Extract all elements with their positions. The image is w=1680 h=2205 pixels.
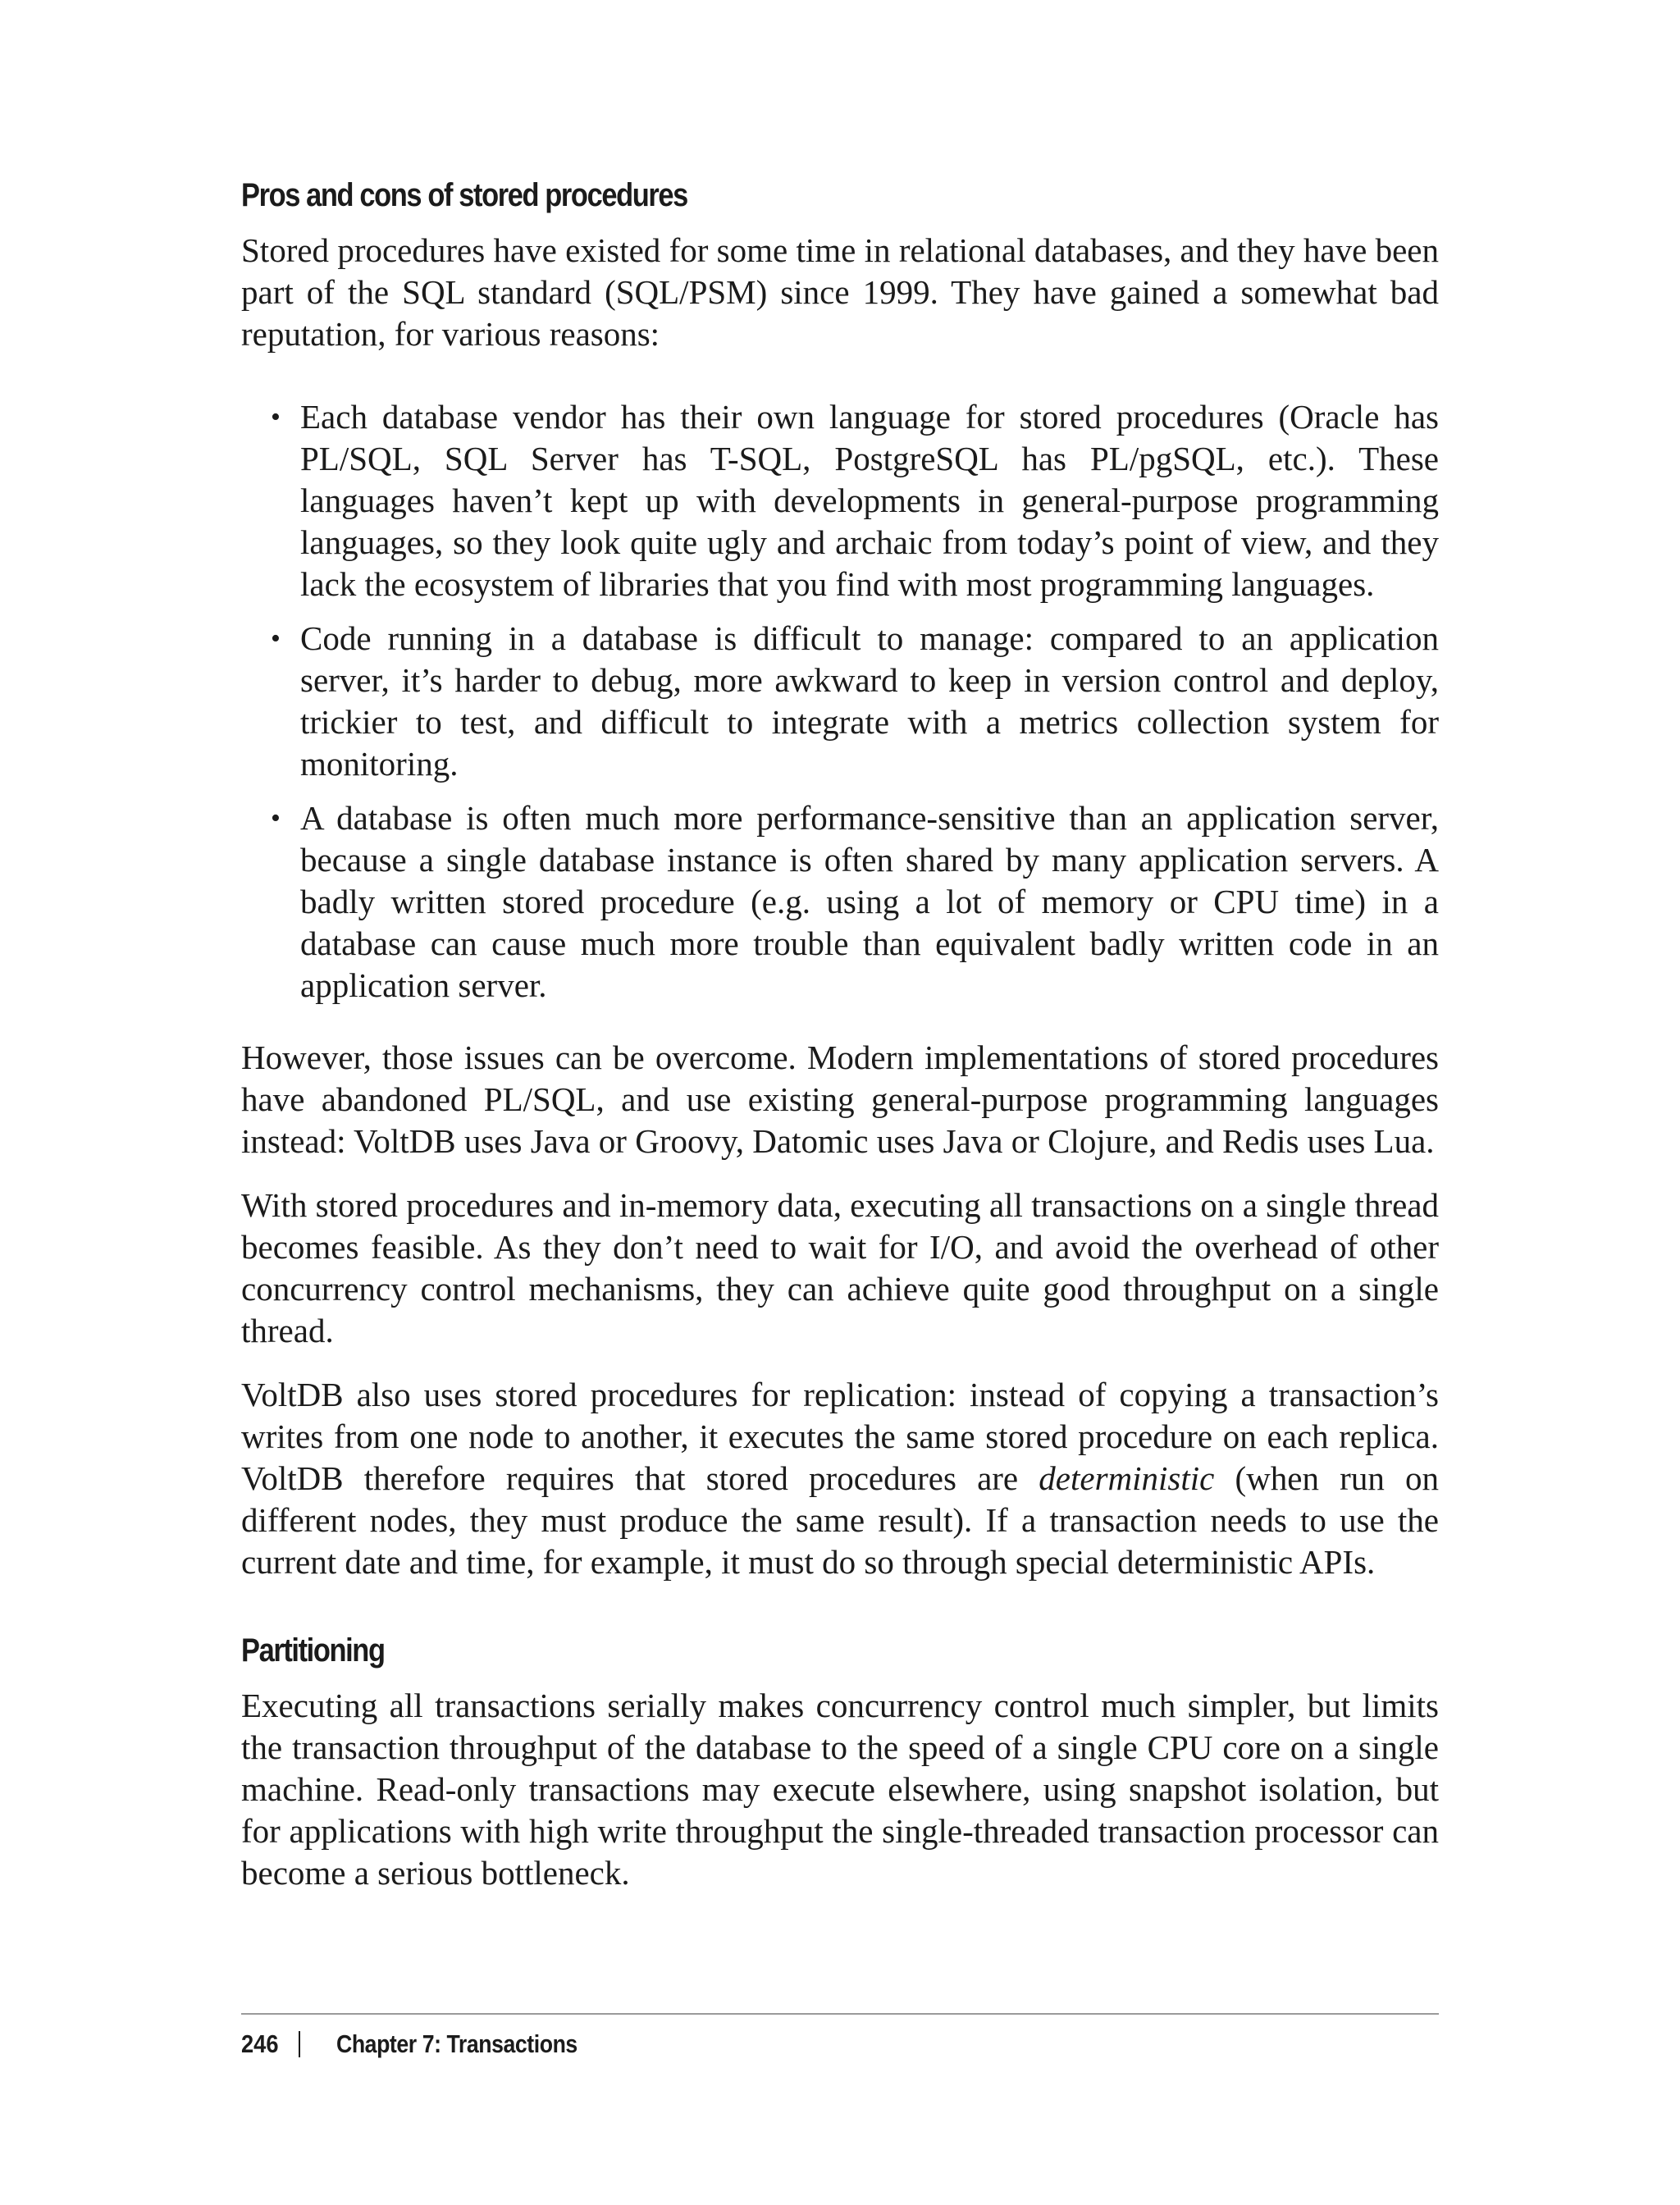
- bullet-icon: •: [271, 402, 281, 432]
- page-body: [241, 172, 1439, 1894]
- bullet-icon: •: [271, 623, 281, 654]
- bullet-list: [241, 396, 1439, 1007]
- section-spacer: [241, 1605, 1439, 1628]
- deterministic-emphasis: deterministic: [1039, 1459, 1215, 1497]
- list-item-text: A database is often much more performance-sensitive than an application server, because a single database instance is often shared by many application servers. A badly written stored procedure (e.g. using a lot of memory or CPU time) in a database can cause much more trouble than equivalent badly written code in an application server.: [300, 799, 1439, 1004]
- voltdb-text-before: VoltDB also uses stored procedures for replication: instead of copying a transaction’s writes from one node to another, it executes the same stored procedure on each replica. VoltDB therefore requires that stored procedures are: [241, 1376, 1439, 1497]
- list-item: [241, 618, 1439, 785]
- bullet-icon: •: [271, 803, 281, 833]
- section-heading-stored-procedures: Pros and cons of stored procedures: [241, 177, 687, 213]
- intro-paragraph: Stored procedures have existed for some time in relational databases, and they have been part of the SQL standard (SQL/PSM) since 1999. They have gained a somewhat bad reputation, for various reasons:: [241, 231, 1439, 353]
- footer-divider: [241, 2013, 1439, 2015]
- voltdb-replication-paragraph: [241, 1374, 1439, 1583]
- footer-separator: [299, 2031, 300, 2057]
- list-item-text: Code running in a database is difficult to manage: compared to an application server, it’s harder to debug, more awkward to keep in version control and deploy, trickier to test, and difficult to integrate with a metrics collection system for monitoring.: [300, 619, 1439, 783]
- chapter-title: Chapter 7: Transactions: [336, 2029, 578, 2058]
- section-heading-partitioning: Partitioning: [241, 1632, 385, 1669]
- list-item: [241, 396, 1439, 605]
- single-thread-paragraph: With stored procedures and in-memory data, executing all transactions on a single thread becomes feasible. As they don’t need to wait for I/O, and avoid the overhead of other concurrency control mechanisms, they can achieve quite good throughput on a single thread.: [241, 1186, 1439, 1349]
- partitioning-paragraph: Executing all transactions serially makes concurrency control much simpler, but limits the transaction throughput of the database to the speed of a single CPU core on a single machine. Read-only transactions may execute elsewhere, using snapshot isolation, but for applications with high write throughput the single-threaded transaction processor can become a serious bottleneck.: [241, 1687, 1439, 1892]
- page-number: 246: [241, 2029, 279, 2058]
- however-paragraph: However, those issues can be overcome. Modern implementations of stored procedures have abandoned PL/SQL, and use existing general-purpose programming languages instead: VoltDB uses Java or Groovy, Datomic uses Java or Clojure, and Redis uses Lua.: [241, 1039, 1439, 1160]
- list-item-text: Each database vendor has their own language for stored procedures (Oracle has PL/SQL, SQL Server has T-SQL, PostgreSQL has PL/pgSQL, etc.). These languages haven’t kept up with developments in general-purpose programming languages, so they look quite ugly and archaic from today’s point of view, and they lack the ecosystem of libraries that you find with most programming languages.: [300, 398, 1439, 603]
- voltdb-text-after: (when run on different nodes, they must produce the same result). If a transaction needs to use the current date and time, for example, it must do so through special deterministic APIs.: [241, 1459, 1439, 1581]
- list-item: [241, 797, 1439, 1007]
- page-footer: [241, 2026, 617, 2062]
